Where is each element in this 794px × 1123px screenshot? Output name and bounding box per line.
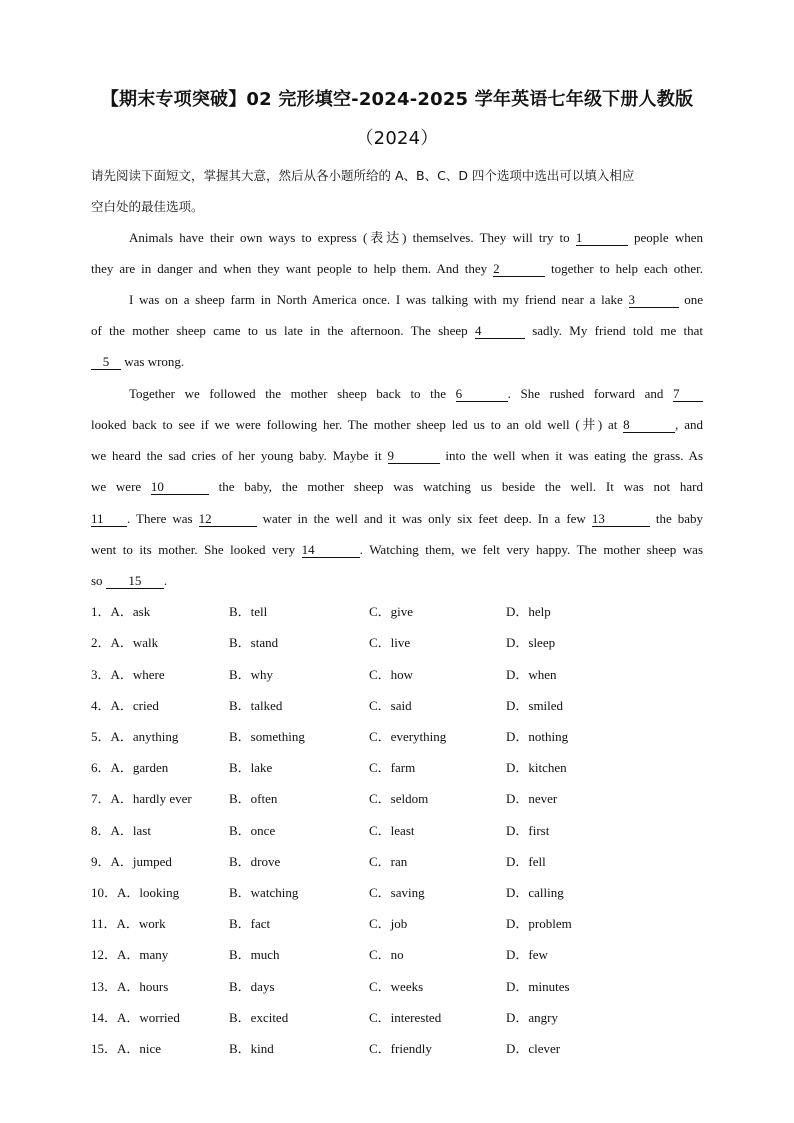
option-d: D．kitchen xyxy=(506,760,567,775)
question-number: 12． xyxy=(91,947,118,962)
option-b: B．once xyxy=(229,823,276,838)
option-c: C．ran xyxy=(369,854,408,869)
passage-line: I was on a sheep farm in North America once. I was talking with my friend near a lake 3 one xyxy=(129,292,703,307)
question-number-option-a xyxy=(91,728,178,746)
passage-line: so 15 . xyxy=(91,573,168,588)
option-a: A．where xyxy=(110,667,165,682)
option-b: B．kind xyxy=(229,1041,274,1056)
option-b: B．watching xyxy=(229,885,299,900)
question-number: 4． xyxy=(91,698,111,713)
blank-13: 13 xyxy=(592,512,650,527)
option-d: D．angry xyxy=(506,1010,558,1025)
passage-line: Together we followed the mother sheep back to the 6 . She rushed forward and 7 xyxy=(91,385,703,403)
question-number-option-a xyxy=(91,822,151,840)
blank-12: 12 xyxy=(199,512,257,527)
question-number-option-a xyxy=(91,790,192,808)
passage-line: we were 10 the baby, the mother sheep was watching us beside the well. It was not hard xyxy=(91,479,704,494)
option-b: B．much xyxy=(229,947,280,962)
option-a: A．jumped xyxy=(110,854,172,869)
option-a: A．worried xyxy=(117,1010,180,1025)
blank-14: 14 xyxy=(302,543,360,558)
question-number-option-a xyxy=(91,1040,161,1058)
question-number: 6． xyxy=(91,760,111,775)
option-c: C．saving xyxy=(369,885,425,900)
blank-1: 1 xyxy=(576,231,628,246)
passage-line: Animals have their own ways to express (表达) themselves. They will try to 1 people when xyxy=(129,230,704,245)
blank-6: 6 xyxy=(456,387,508,402)
question-number-option-a xyxy=(91,853,172,871)
blank-5: 5 xyxy=(91,355,121,370)
option-d: D．never xyxy=(506,791,558,806)
blank-8: 8 xyxy=(623,418,675,433)
option-d: D．minutes xyxy=(506,979,570,994)
question-number-option-a xyxy=(91,666,165,684)
option-c: C．no xyxy=(369,947,404,962)
option-d: D．nothing xyxy=(506,729,569,744)
option-a: A．ask xyxy=(110,604,151,619)
option-a: A．garden xyxy=(110,760,169,775)
passage-line: we heard the sad cries of her young baby. Maybe it 9 into the well when it was eating the grass. As xyxy=(91,448,704,463)
option-b: B．tell xyxy=(229,604,268,619)
question-number-option-a xyxy=(91,634,158,652)
passage-line: of the mother sheep came to us late in the afternoon. The sheep 4 sadly. My friend told me that xyxy=(91,323,704,338)
option-c: C．farm xyxy=(369,760,416,775)
option-b: B．excited xyxy=(229,1010,289,1025)
question-number-option-a xyxy=(91,603,150,621)
option-a: A．last xyxy=(110,823,151,838)
option-d: D．sleep xyxy=(506,635,556,650)
question-number: 7． xyxy=(91,791,111,806)
option-d: D．when xyxy=(506,667,557,682)
option-d: D．problem xyxy=(506,916,572,931)
option-a: A．hours xyxy=(117,979,169,994)
option-a: A．cried xyxy=(110,698,159,713)
option-c: C．least xyxy=(369,823,415,838)
option-c: C．how xyxy=(369,667,414,682)
blank-2: 2 xyxy=(493,262,545,277)
option-b: B．drove xyxy=(229,854,281,869)
option-b: B．something xyxy=(229,729,305,744)
option-b: B．often xyxy=(229,791,278,806)
option-c: C．seldom xyxy=(369,791,429,806)
option-d: D．smiled xyxy=(506,698,564,713)
blank-4: 4 xyxy=(475,324,525,339)
option-b: B．fact xyxy=(229,916,271,931)
question-number: 2． xyxy=(91,635,111,650)
option-b: B．lake xyxy=(229,760,273,775)
question-number-option-a xyxy=(91,884,179,902)
question-number: 15． xyxy=(91,1041,118,1056)
passage-line: 11 . There was 12 water in the well and it was only six feet deep. In a few 13 the baby xyxy=(91,511,704,526)
option-c: C．said xyxy=(369,698,412,713)
blank-3: 3 xyxy=(629,293,679,308)
option-d: D．fell xyxy=(506,854,546,869)
question-number: 10． xyxy=(91,885,118,900)
option-c: C．live xyxy=(369,635,411,650)
question-number: 1． xyxy=(91,604,111,619)
question-number-option-a xyxy=(91,946,168,964)
question-number: 8． xyxy=(91,823,111,838)
option-a: A．anything xyxy=(110,729,179,744)
document-title: 【期末专项突破】02 完形填空-2024-2025 学年英语七年级下册人教版 xyxy=(100,89,694,110)
option-b: B．stand xyxy=(229,635,279,650)
instructions-line-2: 空白处的最佳选项。 xyxy=(91,199,204,214)
question-number-option-a xyxy=(91,697,159,715)
option-d: D．clever xyxy=(506,1041,561,1056)
passage-line: went to its mother. She looked very 14 . Watching them, we felt very happy. The mother sheep was xyxy=(91,542,704,557)
blank-15: 15 xyxy=(106,574,164,589)
option-a: A．many xyxy=(117,947,169,962)
blank-7: 7 xyxy=(673,387,703,402)
document-title-year: （2024） xyxy=(355,128,439,149)
option-d: D．help xyxy=(506,604,551,619)
option-d: D．few xyxy=(506,947,548,962)
question-number: 9． xyxy=(91,854,111,869)
question-number: 14． xyxy=(91,1010,118,1025)
question-number-option-a xyxy=(91,915,166,933)
option-a: A．nice xyxy=(117,1041,162,1056)
passage-line: 5 was wrong. xyxy=(91,353,703,371)
question-number: 3． xyxy=(91,667,111,682)
blank-10: 10 xyxy=(151,480,209,495)
question-number: 11． xyxy=(91,916,117,931)
question-number-option-a xyxy=(91,759,168,777)
question-number: 5． xyxy=(91,729,111,744)
option-d: D．first xyxy=(506,823,550,838)
option-b: B．why xyxy=(229,667,274,682)
passage-line: they are in danger and when they want people to help them. And they 2 together to help each other. xyxy=(91,261,703,276)
option-b: B．talked xyxy=(229,698,283,713)
option-c: C．give xyxy=(369,604,414,619)
blank-11: 11 xyxy=(91,512,127,527)
option-c: C．friendly xyxy=(369,1041,432,1056)
instructions-line-1: 请先阅读下面短文，掌握其大意，然后从各小题所给的 A、B、C、D 四个选项中选出可以填入相应 xyxy=(91,168,635,183)
option-a: A．looking xyxy=(117,885,180,900)
question-number: 13． xyxy=(91,979,118,994)
option-a: A．work xyxy=(116,916,166,931)
option-c: C．job xyxy=(369,916,408,931)
option-a: A．walk xyxy=(110,635,159,650)
option-c: C．weeks xyxy=(369,979,424,994)
option-b: B．days xyxy=(229,979,275,994)
option-c: C．interested xyxy=(369,1010,442,1025)
option-c: C．everything xyxy=(369,729,447,744)
option-d: D．calling xyxy=(506,885,564,900)
blank-9: 9 xyxy=(388,449,440,464)
question-number-option-a xyxy=(91,1009,180,1027)
question-number-option-a xyxy=(91,978,168,996)
option-a: A．hardly ever xyxy=(110,791,192,806)
passage-line: looked back to see if we were following her. The mother sheep led us to an old well (井) at 8 , and xyxy=(91,417,703,432)
